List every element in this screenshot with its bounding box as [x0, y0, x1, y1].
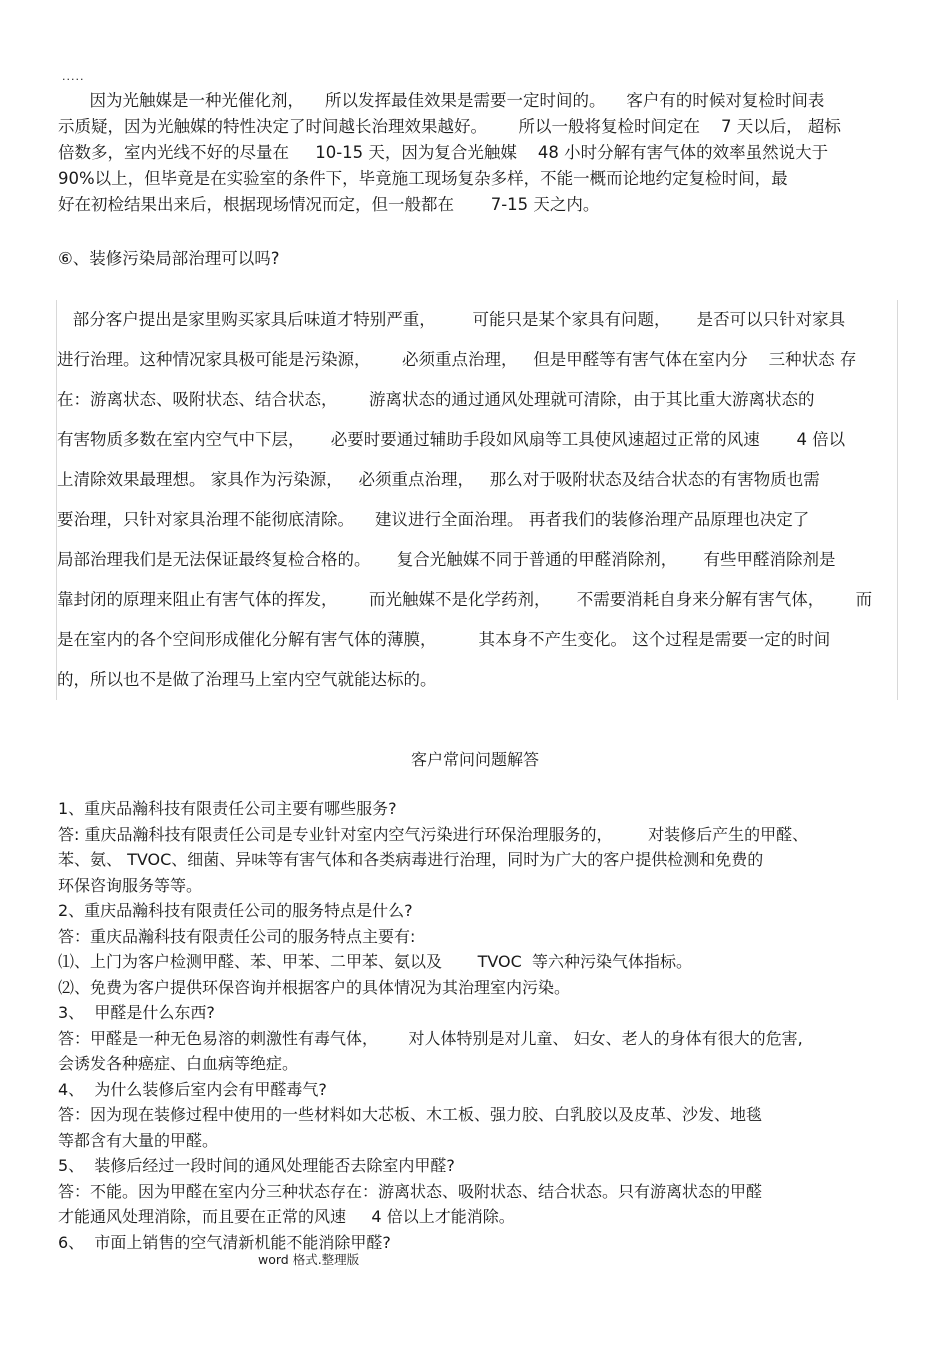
paragraph-line: 的，所以也不是做了治理马上室内空气就能达标的。 [57, 670, 437, 689]
faq-line: 才能通风处理消除，而且要在正常的风速 4 倍以上才能消除。 [58, 1207, 515, 1226]
paragraph-line: 示质疑，因为光触媒的特性决定了时间越长治理效果越好。 所以一般将复检时间定在 7 天以后， 超标 [58, 117, 841, 136]
paragraph-line: 90%以上，但毕竟是在实验室的条件下，毕竟施工现场复杂多样，不能一概而论地约定复检时间，最 [58, 169, 788, 188]
faq-line: 等都含有大量的甲醛。 [58, 1130, 219, 1150]
local-treatment-paragraph [56, 300, 898, 700]
header-dots: ..... [62, 70, 85, 83]
faq-line: 5、 装修后经过一段时间的通风处理能否去除室内甲醛? [58, 1156, 455, 1175]
faq-line: 答: 重庆品瀚科技有限责任公司是专业针对室内空气污染进行环保治理服务的， 对装修后产生的甲醛、 [58, 824, 809, 844]
paragraph-line: 在：游离状态、吸附状态、结合状态， 游离状态的通过通风处理就可清除，由于其比重大游离状态的 [57, 390, 815, 409]
paragraph-line: 上清除效果最理想。 家具作为污染源， 必须重点治理， 那么对于吸附状态及结合状态的有害物质也需 [57, 470, 820, 489]
intro-paragraph [58, 88, 898, 218]
paragraph-line: 倍数多，室内光线不好的尽量在 10-15 天，因为复合光触媒 48 小时分解有害气体的效率虽然说大于 [58, 143, 829, 162]
faq-list [58, 796, 908, 1255]
faq-line: 1、重庆品瀚科技有限责任公司主要有哪些服务? [58, 799, 397, 818]
faq-line: 2、重庆品瀚科技有限责任公司的服务特点是什么? [58, 901, 413, 920]
faq-line: 3、 甲醛是什么东西? [58, 1003, 215, 1022]
faq-line: 苯、氨、 TVOC、细菌、异味等有害气体和各类病毒进行治理，同时为广大的客户提供检测和免费的 [58, 850, 764, 869]
paragraph-line: 部分客户提出是家里购买家具后味道才特别严重， 可能只是某个家具有问题， 是否可以只针对家具 [57, 310, 846, 329]
faq-line: ⑵、免费为客户提供环保咨询并根据客户的具体情况为其治理室内污染。 [58, 977, 571, 997]
paragraph-line: 进行治理。这种情况家具极可能是污染源， 必须重点治理， 但是甲醛等有害气体在室内分 三种状态 存 [57, 350, 857, 369]
faq-line: 答：不能。因为甲醛在室内分三种状态存在：游离状态、吸附状态、结合状态。只有游离状态的甲醛 [58, 1181, 763, 1201]
paragraph-line: 靠封闭的原理来阻止有害气体的挥发， 而光触媒不是化学药剂， 不需要消耗自身来分解有害气体， 而 [57, 590, 873, 609]
paragraph-line: 是在室内的各个空间形成催化分解有害气体的薄膜， 其本身不产生变化。 这个过程是需要一定的时间 [57, 630, 831, 649]
faq-line: 6、 市面上销售的空气清新机能不能消除甲醛? [58, 1232, 391, 1252]
paragraph-line: 有害物质多数在室内空气中下层， 必要时要通过辅助手段如风扇等工具使风速超过正常的风速 4 倍以 [57, 430, 846, 449]
faq-line: ⑴、上门为客户检测甲醛、苯、甲苯、二甲苯、氨以及 TVOC 等六种污染气体指标。 [58, 952, 692, 971]
faq-line: 会诱发各种癌症、白血病等绝症。 [58, 1054, 299, 1073]
paragraph-line: 因为光触媒是一种光催化剂， 所以发挥最佳效果是需要一定时间的。 客户有的时候对复检时间表 [58, 91, 825, 110]
section-heading: ⑥、装修污染局部治理可以吗? [58, 249, 280, 268]
faq-line: 4、 为什么装修后室内会有甲醛毒气? [58, 1079, 327, 1099]
paragraph-line: 好在初检结果出来后，根据现场情况而定，但一般都在 7-15 天之内。 [58, 195, 600, 214]
faq-title: 客户常问问题解答 [410, 750, 539, 769]
faq-line: 环保咨询服务等等。 [58, 875, 203, 895]
faq-line: 答：因为现在装修过程中使用的一些材料如大芯板、木工板、强力胶、白乳胶以及皮革、沙发、地毯 [58, 1105, 763, 1124]
paragraph-line: 局部治理我们是无法保证最终复检合格的。 复合光触媒不同于普通的甲醛消除剂， 有些甲醛消除剂是 [57, 550, 836, 569]
faq-line: 答：重庆品瀚科技有限责任公司的服务特点主要有: [58, 926, 416, 946]
faq-line: 答：甲醛是一种无色易溶的刺激性有毒气体， 对人体特别是对儿童、 妇女、老人的身体有很大的危害, [58, 1028, 803, 1048]
paragraph-line: 要治理，只针对家具治理不能彻底清除。 建议进行全面治理。 再者我们的装修治理产品原理也决定了 [57, 510, 810, 529]
page-footer: word 格式.整理版 [258, 1252, 360, 1267]
